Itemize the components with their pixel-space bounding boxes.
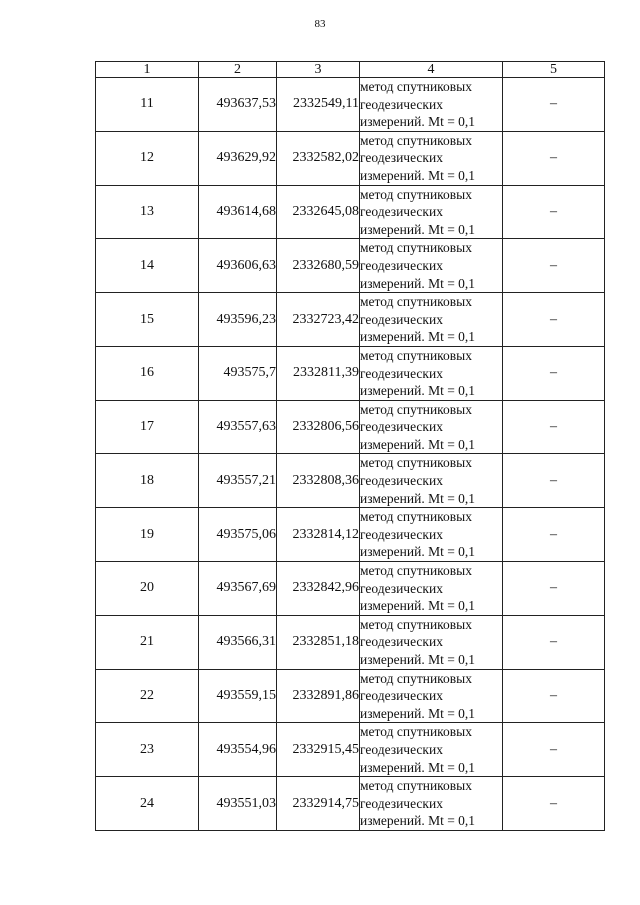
table-row xyxy=(96,185,605,239)
method-line: измерений. Mt = 0,1 xyxy=(360,383,476,399)
point-number: 13 xyxy=(96,185,199,239)
method-line: метод спутниковых xyxy=(360,778,472,794)
point-number: 16 xyxy=(96,346,199,400)
note-dash: – xyxy=(503,615,605,669)
measurement-method xyxy=(360,669,503,723)
coordinate-y: 2332891,86 xyxy=(277,669,360,723)
table-row xyxy=(96,239,605,293)
point-number: 14 xyxy=(96,239,199,293)
method-line: геодезических xyxy=(360,311,443,327)
method-line: метод спутниковых xyxy=(360,240,472,256)
note-dash: – xyxy=(503,777,605,831)
method-line: измерений. Mt = 0,1 xyxy=(360,544,476,560)
note-dash: – xyxy=(503,293,605,347)
point-number: 12 xyxy=(96,131,199,185)
column-header-2: 2 xyxy=(199,62,277,78)
method-line: геодезических xyxy=(360,688,443,704)
method-line: измерений. Mt = 0,1 xyxy=(360,167,476,183)
table-row xyxy=(96,131,605,185)
method-line: метод спутниковых xyxy=(360,509,472,525)
measurement-method xyxy=(360,562,503,616)
coordinate-y: 2332915,45 xyxy=(277,723,360,777)
column-header-4: 4 xyxy=(360,62,503,78)
table-row xyxy=(96,508,605,562)
method-line: геодезических xyxy=(360,741,443,757)
coordinate-y: 2332582,02 xyxy=(277,131,360,185)
method-line: метод спутниковых xyxy=(360,616,472,632)
method-line: измерений. Mt = 0,1 xyxy=(360,598,476,614)
column-header-5: 5 xyxy=(503,62,605,78)
coordinate-x: 493606,63 xyxy=(199,239,277,293)
point-number: 18 xyxy=(96,454,199,508)
method-line: геодезических xyxy=(360,204,443,220)
method-line: геодезических xyxy=(360,419,443,435)
table-row xyxy=(96,777,605,831)
coordinate-x: 493567,69 xyxy=(199,562,277,616)
method-line: геодезических xyxy=(360,580,443,596)
note-dash: – xyxy=(503,239,605,293)
coordinate-y: 2332645,08 xyxy=(277,185,360,239)
method-line: метод спутниковых xyxy=(360,563,472,579)
coordinate-y: 2332680,59 xyxy=(277,239,360,293)
measurement-method xyxy=(360,454,503,508)
measurement-method xyxy=(360,131,503,185)
method-line: метод спутниковых xyxy=(360,347,472,363)
coordinate-y: 2332814,12 xyxy=(277,508,360,562)
measurement-method xyxy=(360,508,503,562)
table-row xyxy=(96,723,605,777)
coordinate-y: 2332851,18 xyxy=(277,615,360,669)
page-number: 83 xyxy=(314,18,326,30)
point-number: 22 xyxy=(96,669,199,723)
coordinate-x: 493637,53 xyxy=(199,78,277,132)
coordinate-y: 2332806,56 xyxy=(277,400,360,454)
note-dash: – xyxy=(503,723,605,777)
point-number: 11 xyxy=(96,78,199,132)
point-number: 23 xyxy=(96,723,199,777)
note-dash: – xyxy=(503,669,605,723)
note-dash: – xyxy=(503,185,605,239)
method-line: измерений. Mt = 0,1 xyxy=(360,221,476,237)
method-line: геодезических xyxy=(360,150,443,166)
table-row xyxy=(96,78,605,132)
point-number: 20 xyxy=(96,562,199,616)
measurement-method xyxy=(360,400,503,454)
coordinate-x: 493566,31 xyxy=(199,615,277,669)
coordinate-y: 2332723,42 xyxy=(277,293,360,347)
note-dash: – xyxy=(503,400,605,454)
method-line: геодезических xyxy=(360,526,443,542)
method-line: метод спутниковых xyxy=(360,79,472,94)
measurement-method xyxy=(360,615,503,669)
method-line: метод спутниковых xyxy=(360,401,472,417)
coordinate-x: 493551,03 xyxy=(199,777,277,831)
coordinate-x: 493575,06 xyxy=(199,508,277,562)
measurement-method xyxy=(360,78,503,132)
coordinate-x: 493557,21 xyxy=(199,454,277,508)
note-dash: – xyxy=(503,346,605,400)
column-header-1: 1 xyxy=(96,62,199,78)
method-line: измерений. Mt = 0,1 xyxy=(360,813,476,829)
method-line: измерений. Mt = 0,1 xyxy=(360,329,476,345)
note-dash: – xyxy=(503,454,605,508)
method-line: геодезических xyxy=(360,257,443,273)
point-number: 24 xyxy=(96,777,199,831)
coordinate-y: 2332808,36 xyxy=(277,454,360,508)
method-line: метод спутниковых xyxy=(360,670,472,686)
note-dash: – xyxy=(503,508,605,562)
method-line: метод спутниковых xyxy=(360,455,472,471)
method-line: измерений. Mt = 0,1 xyxy=(360,114,476,130)
point-number: 15 xyxy=(96,293,199,347)
column-header-3: 3 xyxy=(277,62,360,78)
point-number: 21 xyxy=(96,615,199,669)
coordinate-x: 493557,63 xyxy=(199,400,277,454)
measurement-method xyxy=(360,723,503,777)
coordinate-x: 493614,68 xyxy=(199,185,277,239)
header-row xyxy=(96,62,605,78)
method-line: геодезических xyxy=(360,473,443,489)
table-row xyxy=(96,293,605,347)
table-row xyxy=(96,454,605,508)
method-line: измерений. Mt = 0,1 xyxy=(360,705,476,721)
measurement-method xyxy=(360,346,503,400)
coordinate-y: 2332842,96 xyxy=(277,562,360,616)
table-row xyxy=(96,669,605,723)
coordinate-x: 493629,92 xyxy=(199,131,277,185)
method-line: измерений. Mt = 0,1 xyxy=(360,275,476,291)
note-dash: – xyxy=(503,131,605,185)
coordinates-table xyxy=(95,61,605,831)
measurement-method xyxy=(360,777,503,831)
method-line: метод спутниковых xyxy=(360,724,472,740)
point-number: 17 xyxy=(96,400,199,454)
coordinate-x: 493575,7 xyxy=(199,346,277,400)
note-dash: – xyxy=(503,78,605,132)
coordinate-y: 2332914,75 xyxy=(277,777,360,831)
measurement-method xyxy=(360,239,503,293)
method-line: метод спутниковых xyxy=(360,294,472,310)
coordinate-x: 493554,96 xyxy=(199,723,277,777)
method-line: измерений. Mt = 0,1 xyxy=(360,490,476,506)
table-row xyxy=(96,400,605,454)
method-line: измерений. Mt = 0,1 xyxy=(360,652,476,667)
measurement-method xyxy=(360,293,503,347)
point-number: 19 xyxy=(96,508,199,562)
method-line: геодезических xyxy=(360,96,443,112)
method-line: метод спутниковых xyxy=(360,186,472,202)
coordinate-y: 2332549,11 xyxy=(277,78,360,132)
method-line: геодезических xyxy=(360,634,443,650)
method-line: геодезических xyxy=(360,365,443,381)
coordinate-y: 2332811,39 xyxy=(277,346,360,400)
table-row xyxy=(96,346,605,400)
table-row xyxy=(96,562,605,616)
method-line: метод спутниковых xyxy=(360,132,472,148)
note-dash: – xyxy=(503,562,605,616)
coordinate-x: 493596,23 xyxy=(199,293,277,347)
coordinate-x: 493559,15 xyxy=(199,669,277,723)
measurement-method xyxy=(360,185,503,239)
method-line: измерений. Mt = 0,1 xyxy=(360,436,476,452)
table-row xyxy=(96,615,605,669)
method-line: измерений. Mt = 0,1 xyxy=(360,759,476,775)
method-line: геодезических xyxy=(360,795,443,811)
